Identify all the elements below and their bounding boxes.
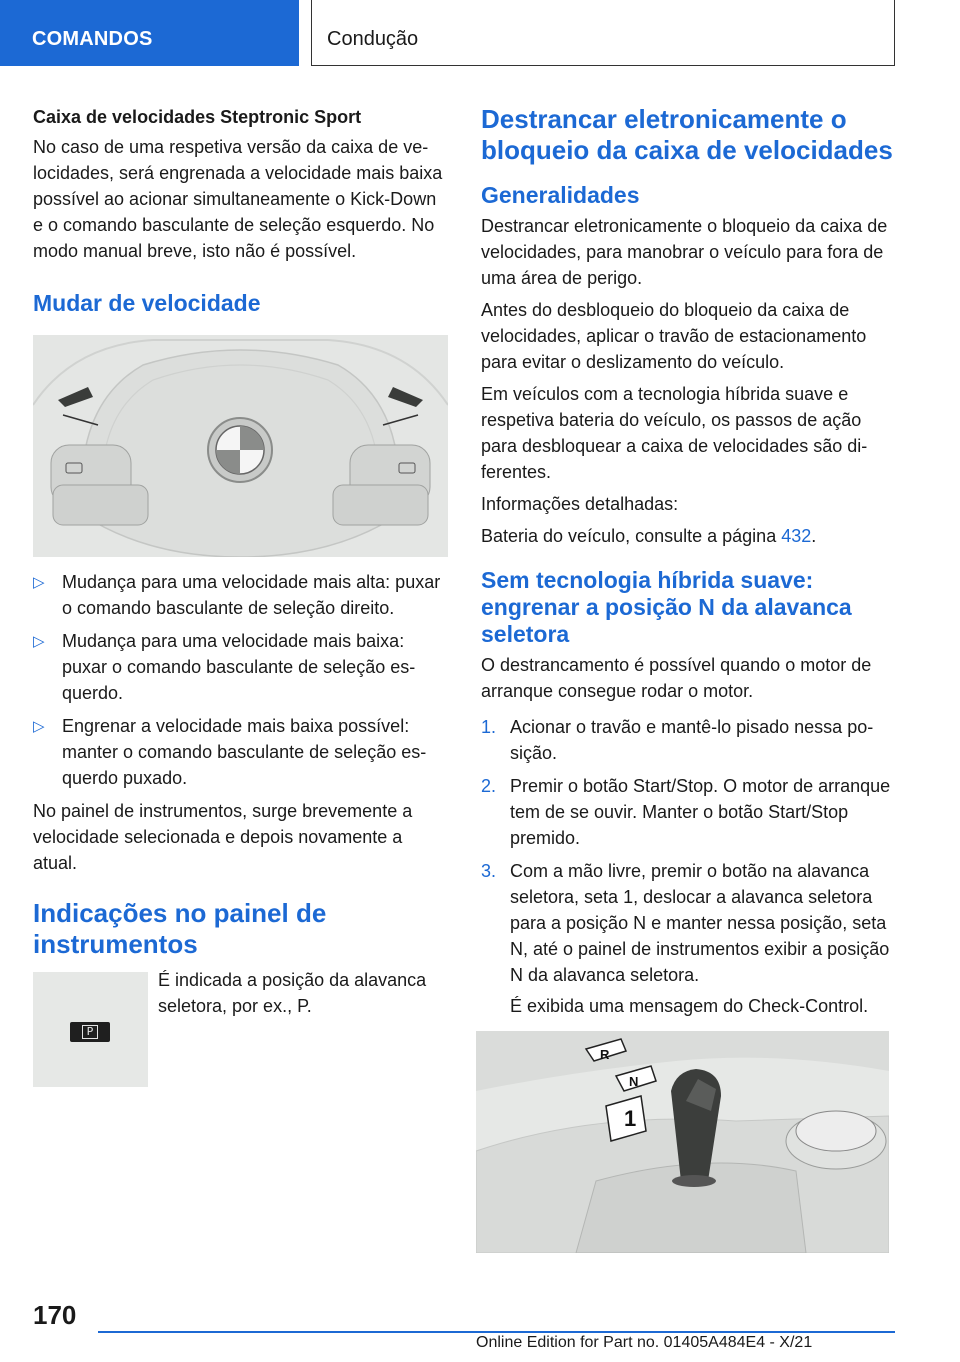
- section-title: COMANDOS: [32, 28, 153, 50]
- list-item: ▷ Mudança para uma velocidade mais baixa: puxar o comando basculante de seleção esquerdo.: [33, 631, 416, 703]
- list-item: 3. Com a mão livre, premir o botão na alavanca seletora, seta 1, deslocar a alavanca seletora para a posição N e manter nessa posição, seta N, até o painel de instrumentos exibir a posição N da alavanca seletora.: [481, 861, 890, 985]
- gear-p-icon: P: [70, 1022, 110, 1042]
- general-p1: Destrancar eletronicamente o bloqueio da caixa de velocidades, para manobrar o veículo para fora de uma área de perigo.: [481, 216, 888, 288]
- list-item: ▷ Mudança para uma velocidade mais alta: puxar o comando basculante de seleção direito.: [33, 572, 441, 618]
- list-item: ▷ Engrenar a velocidade mais baixa possível: manter o comando basculante de seleção esquerdo puxado.: [33, 716, 427, 788]
- general-p2: Antes do desbloqueio do bloqueio da caixa de velocidades, aplicar o travão de estacionamento para evitar o deslizamento do veículo.: [481, 300, 867, 372]
- steering-wheel-illustration: [33, 335, 448, 557]
- nohybrid-text: O destrancamento é possível quando o motor de arranque consegue rodar o motor.: [481, 655, 872, 701]
- shift-list: [33, 569, 449, 791]
- general-heading: Generalidades: [481, 182, 640, 208]
- gear-display-image: [33, 972, 148, 1087]
- general-p3: Em veículos com a tecnologia híbrida suave e respetiva bateria do veículo, os passos de ação para desbloquear a caixa de velocidades são diferentes.: [481, 384, 868, 482]
- right-column: [481, 104, 896, 1253]
- list-item: 1. Acionar o travão e mantê-lo pisado nessa posição.: [481, 717, 874, 763]
- unlock-heading: Destrancar eletronicamente o bloqueio da caixa de velocidades: [481, 104, 893, 165]
- list-item: 2. Premir o botão Start/Stop. O motor de arranque tem de se ouvir. Manter o botão Start/Stop premido.: [481, 776, 891, 848]
- footer-divider: [98, 1331, 895, 1333]
- arrow-r-label: R: [600, 1047, 610, 1062]
- shift-heading: Mudar de velocidade: [33, 290, 261, 316]
- steptronic-text: No caso de uma respetiva versão da caixa de velocidades, será engrenada a velocidade mais baixa possível ao acionar simultaneamente o Kick-Down e o comando basculante de seleção esquerdo. No modo manual breve, isto não é possível.: [33, 137, 443, 261]
- page-link[interactable]: 432: [781, 526, 812, 546]
- steps-list: [481, 714, 896, 988]
- shift-after-text: No painel de instrumentos, surge brevemente a velocidade selecionada e depois novamente a atual.: [33, 801, 413, 873]
- arrow-1-label: 1: [624, 1106, 637, 1131]
- triangle-bullet-icon: ▷: [33, 633, 45, 650]
- display-heading: Indicações no painel de instrumentos: [33, 898, 327, 959]
- chapter-box: [311, 0, 895, 66]
- section-tab: [0, 0, 299, 66]
- chapter-title: Condução: [327, 28, 419, 50]
- triangle-bullet-icon: ▷: [33, 574, 45, 591]
- step3-note: É exibida uma mensagem do Check-Control.: [510, 996, 869, 1016]
- page-header: [0, 0, 960, 66]
- steering-wheel-icon: [33, 335, 448, 557]
- steptronic-heading: Caixa de velocidades Steptronic Sport: [33, 107, 362, 127]
- triangle-bullet-icon: ▷: [33, 718, 45, 735]
- gear-lever-illustration: [476, 1031, 889, 1253]
- nohybrid-heading: Sem tecnologia híbrida suave: engrenar a posição N da alavanca seletora: [481, 567, 852, 647]
- edition-text: Online Edition for Part no. 01405A484E4 - X/21: [476, 1334, 813, 1351]
- general-p5: Bateria do veículo, consulte a página 432.: [481, 526, 817, 546]
- display-block: [33, 972, 449, 1092]
- arrow-n-label: N: [629, 1074, 639, 1089]
- gear-lever-icon: [476, 1031, 889, 1253]
- display-text: É indicada a posição da alavanca seletora, por ex., P.: [158, 970, 427, 1016]
- page-number: 170: [33, 1300, 77, 1330]
- general-p4: Informações detalhadas:: [481, 494, 679, 514]
- left-column: [33, 104, 449, 1092]
